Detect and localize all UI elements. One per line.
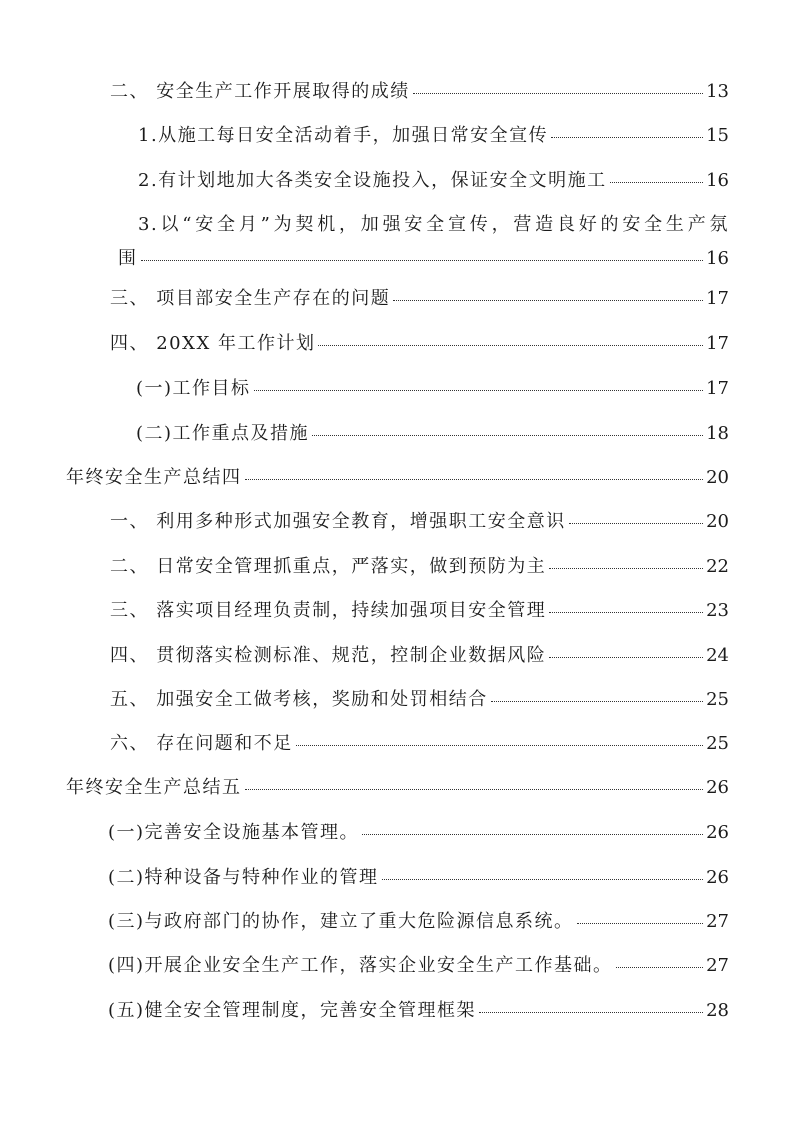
- dot-leader: [549, 568, 703, 569]
- dot-leader: [551, 137, 703, 138]
- dot-leader: [141, 260, 704, 261]
- toc-entry[interactable]: [108, 954, 729, 978]
- dot-leader: [312, 435, 703, 436]
- toc-entry-page: 17: [706, 288, 729, 309]
- toc-entry-title: 六、 存在问题和不足: [110, 733, 293, 754]
- toc-entry-page: 15: [706, 125, 729, 146]
- toc-entry-page: 17: [706, 378, 729, 399]
- toc-entry[interactable]: [110, 287, 729, 311]
- toc-entry-page: 26: [706, 777, 729, 798]
- dot-leader: [569, 523, 703, 524]
- dot-leader: [362, 834, 703, 835]
- dot-leader: [491, 701, 703, 702]
- toc-entry-title: (二)特种设备与特种作业的管理: [108, 867, 379, 888]
- toc-entry-page: 26: [706, 822, 729, 843]
- toc-entry[interactable]: [136, 377, 729, 401]
- toc-entry-title: 二、 安全生产工作开展取得的成绩: [110, 81, 410, 102]
- dot-leader: [616, 967, 704, 968]
- toc-entry[interactable]: [66, 466, 729, 490]
- toc-entry[interactable]: [138, 124, 729, 148]
- toc-entry-title: 1.从施工每日安全活动着手，加强日常安全宣传: [138, 125, 549, 146]
- toc-entry-title: 五、 加强安全工做考核，奖励和处罚相结合: [110, 689, 488, 710]
- toc-entry[interactable]: [110, 510, 729, 534]
- dot-leader: [479, 1012, 703, 1013]
- toc-entry-title: 四、 贯彻落实检测标准、规范，控制企业数据风险: [110, 645, 547, 666]
- toc-entry-title: 2.有计划地加大各类安全设施投入，保证安全文明施工: [138, 170, 607, 191]
- toc-entry[interactable]: [108, 821, 729, 845]
- toc-entry-title: 3.以“安全月”为契机，加强安全宣传，营造良好的安全生产氛: [138, 214, 729, 235]
- toc-entry[interactable]: [110, 80, 729, 104]
- toc-entry-title: (五)健全安全管理制度，完善安全管理框架: [108, 1000, 477, 1021]
- toc-entry-title: (一)完善安全设施基本管理。: [108, 822, 360, 843]
- toc-entry-page: 18: [706, 423, 729, 444]
- toc-entry[interactable]: [108, 866, 729, 890]
- toc-entry-page: 28: [706, 1000, 729, 1021]
- toc-entry-page: 27: [706, 955, 729, 976]
- toc-entry[interactable]: [118, 213, 729, 271]
- toc-entry-title: 三、 项目部安全生产存在的问题: [110, 288, 391, 309]
- toc-entry-title: 三、 落实项目经理负责制，持续加强项目安全管理: [110, 600, 547, 621]
- toc-entry-title: (一)工作目标: [136, 378, 251, 399]
- toc-entry-title: (四)开展企业安全生产工作，落实企业安全生产工作基础。: [108, 955, 613, 976]
- toc-entry-page: 25: [706, 733, 729, 754]
- toc-entry-page: 22: [706, 556, 729, 577]
- toc-entry[interactable]: [66, 776, 729, 800]
- toc-entry-page: 26: [706, 867, 729, 888]
- toc-entry[interactable]: [108, 910, 729, 934]
- toc-entry-title: 二、 日常安全管理抓重点，严落实，做到预防为主: [110, 556, 547, 577]
- dot-leader: [245, 479, 704, 480]
- dot-leader: [382, 879, 704, 880]
- toc-entry[interactable]: [110, 644, 729, 668]
- toc-entry-title: 一、 利用多种形式加强安全教育，增强职工安全意识: [110, 511, 566, 532]
- toc-entry-title: 年终安全生产总结五: [66, 777, 242, 798]
- toc-entry[interactable]: [138, 169, 729, 193]
- toc-entry-title: 四、 20XX 年工作计划: [110, 333, 316, 354]
- toc-entry[interactable]: [110, 732, 729, 756]
- toc-entry-page: 20: [706, 511, 729, 532]
- toc-entry-page: 24: [706, 645, 729, 666]
- toc-entry-page: 23: [706, 600, 729, 621]
- dot-leader: [610, 182, 703, 183]
- toc-entry[interactable]: [110, 332, 729, 356]
- toc-entry-title-continued: 围: [118, 248, 138, 269]
- dot-leader: [318, 345, 703, 346]
- toc-entry-page: 20: [706, 467, 729, 488]
- toc-entry[interactable]: [136, 422, 729, 446]
- toc-entry-page: 17: [706, 333, 729, 354]
- dot-leader: [393, 300, 703, 301]
- dot-leader: [577, 923, 704, 924]
- dot-leader: [254, 390, 704, 391]
- toc-entry-page: 13: [706, 81, 729, 102]
- dot-leader: [549, 657, 703, 658]
- toc-entry[interactable]: [108, 999, 729, 1023]
- dot-leader: [296, 745, 703, 746]
- toc-entry-page: 16: [706, 248, 729, 269]
- toc-entry[interactable]: [110, 555, 729, 579]
- toc-entry-page: 16: [706, 170, 729, 191]
- toc-entry-title: (二)工作重点及措施: [136, 423, 310, 444]
- toc-entry-title: 年终安全生产总结四: [66, 467, 242, 488]
- dot-leader: [413, 93, 703, 94]
- dot-leader: [549, 612, 703, 613]
- toc-entry[interactable]: [110, 688, 729, 712]
- toc-entry-title: (三)与政府部门的协作，建立了重大危险源信息系统。: [108, 911, 574, 932]
- dot-leader: [245, 789, 704, 790]
- toc-entry-page: 27: [706, 911, 729, 932]
- toc-entry[interactable]: [110, 599, 729, 623]
- toc-entry-page: 25: [706, 689, 729, 710]
